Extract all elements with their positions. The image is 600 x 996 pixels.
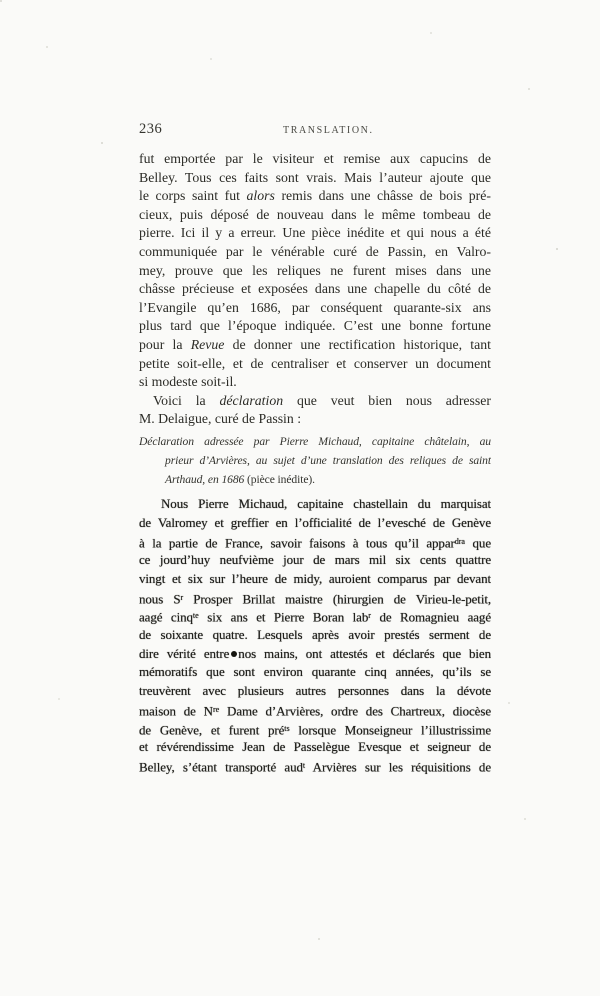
text-segment: six ans et Pierre Boran lab — [198, 610, 369, 626]
text-line — [139, 392, 491, 411]
text-line — [139, 336, 491, 355]
text-segment: pour la — [139, 336, 191, 352]
text-segment: maison de N — [139, 703, 213, 719]
superscript-abbreviation: t — [302, 760, 306, 770]
text-segment: et révérendissime Jean de Passelègue Evesque et seigneur de — [139, 739, 491, 755]
text-segment: nous S — [139, 591, 181, 607]
text-line — [139, 452, 491, 471]
superscript-abbreviation: r — [368, 611, 371, 621]
text-line — [139, 471, 491, 490]
text-line — [139, 280, 491, 299]
text-segment: prieur d’Arvières, au sujet d’une translation des reliques de saint — [165, 453, 491, 467]
text-segment: pierre. Ici il y a erreur. Une pièce inédite et qui nous a été — [139, 225, 491, 241]
text-line — [139, 169, 491, 188]
text-segment: M. Delaigue, curé de Passin : — [139, 411, 302, 427]
text-segment: Belley, s’étant transporté aud — [139, 759, 303, 775]
text-segment: Dame d’Arvières, ordre des Chartreux, diocèse — [219, 703, 491, 719]
text-line — [139, 570, 491, 589]
text-segment: Arvières sur les réquisitions de — [305, 759, 491, 775]
text-segment: nos mains, ont attestés et déclarés que bien — [238, 645, 491, 661]
text-segment: de Genève, et furent pré — [139, 722, 285, 738]
text-line — [139, 663, 491, 682]
text-segment: petite soit-elle, et de centraliser et conserver un document — [139, 355, 491, 371]
page-header — [0, 121, 600, 141]
text-line — [139, 317, 491, 336]
text-segment: cieux, puis déposé de nouveau dans le même tombeau de — [139, 206, 491, 222]
text-segment: treuvèrent avec plusieurs autres personnes dans la dévote — [139, 683, 491, 699]
text-line — [139, 224, 491, 243]
page-number: 236 — [139, 121, 163, 137]
text-segment: vingt et six sur l’heure de midy, auroient comparus par devant — [139, 571, 491, 587]
text-segment: Voici la — [153, 392, 220, 408]
ink-blot-icon — [231, 651, 237, 657]
text-line — [139, 243, 491, 262]
text-segment: Prosper Brillat maistre (hirurgien de Virieu-le-petit, — [183, 591, 491, 607]
text-line — [139, 433, 491, 452]
text-segment: (pièce inédite). — [247, 472, 315, 486]
italic-text: alors — [246, 188, 275, 204]
text-segment: mémoratifs que sont environ quarante cinq années, qu’ils se — [139, 664, 491, 680]
text-segment: de donner une rectification historique, tant — [224, 336, 491, 352]
text-line — [139, 720, 491, 739]
text-line — [139, 262, 491, 281]
text-segment: mey, prouve que les reliques ne furent mises dans une — [139, 262, 491, 278]
text-segment: Nous Pierre Michaud, capitaine chastellain du marquisat — [161, 496, 491, 512]
text-line — [139, 495, 491, 514]
italic-text: déclaration — [219, 392, 284, 408]
paragraph-declaration-title — [139, 433, 491, 489]
text-line — [139, 626, 491, 645]
text-segment: dire vérité entre — [139, 645, 230, 661]
text-line — [139, 533, 491, 552]
text-segment: aagé cinq — [139, 610, 193, 626]
text-segment: Belley. Tous ces faits sont vrais. Mais l’auteur ajoute que — [139, 169, 491, 185]
superscript-abbreviation: ts — [284, 723, 290, 733]
text-line — [139, 373, 491, 392]
text-line — [139, 757, 491, 776]
text-segment: l’Evangile qu’en 1686, par conséquent quarante-six ans — [139, 299, 491, 315]
running-header: TRANSLATION. — [283, 125, 374, 136]
text-segment: Déclaration adressée par Pierre Michaud, capitaine châtelain, au — [139, 434, 491, 448]
text-segment: ce jourd’huy neufvième jour de mars mil six cents quattre — [139, 552, 491, 568]
text-line — [139, 701, 491, 720]
text-line — [139, 355, 491, 374]
text-segment: fut emportée par le visiteur et remise aux capucins de — [139, 151, 491, 166]
text-segment: de Romagnieu aagé — [370, 610, 491, 626]
scan-noise-speckles — [0, 0, 2, 2]
text-line — [139, 682, 491, 701]
superscript-abbreviation: r — [180, 592, 184, 602]
text-line — [139, 514, 491, 533]
text-line — [139, 645, 491, 664]
paragraph-declaration-body — [139, 495, 491, 775]
text-line — [139, 206, 491, 225]
text-segment: châsse précieuse et exposées dans une chapelle du côté de — [139, 281, 491, 297]
text-segment: remis dans une châsse de bois pré- — [274, 188, 491, 204]
text-line — [139, 738, 491, 757]
text-line — [139, 589, 491, 608]
paragraph-introduction — [139, 392, 491, 429]
text-line — [139, 607, 491, 626]
text-line — [139, 187, 491, 206]
text-segment: que — [465, 535, 491, 551]
superscript-abbreviation: dra — [454, 536, 465, 546]
text-segment: plus tard que l’époque indiquée. C’est une bonne fortune — [139, 318, 491, 334]
text-segment: le corps saint fut — [139, 188, 247, 204]
paragraph-editorial-note — [139, 150, 491, 392]
text-segment: que veut bien nous adresser — [283, 392, 491, 408]
text-line — [139, 299, 491, 318]
text-segment: lorsque Monseigneur l’illustrissime — [289, 722, 491, 738]
text-segment: à la partie de France, savoir faisons à tous qu’il appar — [139, 535, 455, 551]
text-line — [139, 551, 491, 570]
superscript-abbreviation: re — [212, 704, 220, 714]
text-segment: communiquée par le vénérable curé de Passin, en Valro- — [139, 243, 491, 259]
text-line — [139, 150, 491, 169]
text-segment: de soixante quatre. Lesquels après avoir prestés serment de — [139, 627, 491, 643]
italic-text: Revue — [190, 336, 225, 352]
text-segment: de Valromey et greffier en l’officialité de l’evesché de Genève — [139, 514, 491, 530]
superscript-abbreviation: te — [192, 611, 199, 621]
text-segment: Arthaud, en 1686 — [165, 472, 248, 486]
text-line — [139, 410, 491, 429]
text-block — [139, 150, 491, 776]
text-segment: si modeste soit-il. — [139, 374, 237, 390]
